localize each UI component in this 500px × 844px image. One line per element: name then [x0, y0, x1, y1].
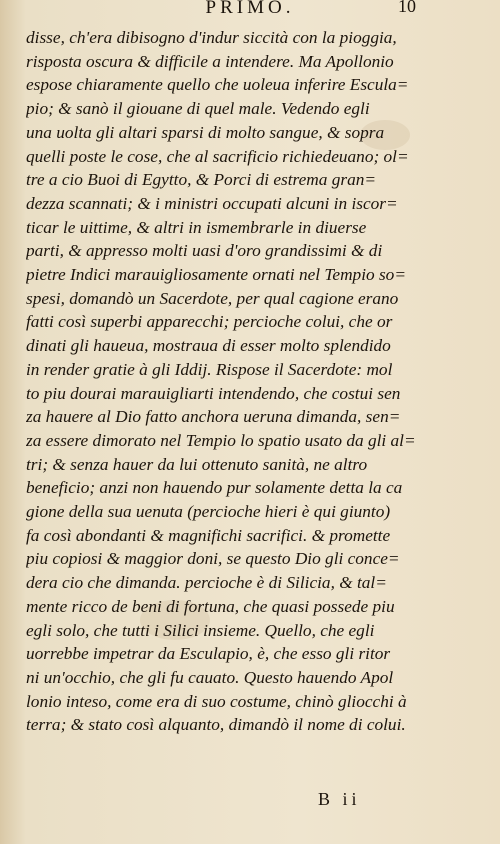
- text-line: tri; & senza hauer da lui ottenuto sanità, ne altro: [26, 454, 368, 474]
- text-line: disse, ch'era dibisogno d'indur siccità con la pioggia,: [26, 28, 397, 47]
- text-line: egli solo, che tutti i Silici insieme. Quello, che egli: [26, 620, 375, 640]
- text-line: spesi, domandò un Sacerdote, per qual cagione erano: [26, 288, 399, 308]
- text-line: dera cio che dimanda. percioche è di Silicia, & tal=: [26, 573, 387, 593]
- text-line: dinati gli haueua, mostraua di esser molto splendido: [26, 336, 391, 356]
- text-line: piu copiosi & maggior doni, se questo Dio gli conce=: [26, 549, 400, 569]
- text-line: risposta oscura & difficile a intendere. Ma Apollonio: [26, 51, 394, 71]
- signature-mark: B ii: [318, 789, 361, 809]
- running-header: [0, 0, 500, 22]
- text-line: lonio inteso, come era di suo costume, chinò gliocchi à: [26, 691, 407, 711]
- text-line: ticar le uittime, & altri in ismembrarle in diuerse: [26, 217, 367, 237]
- text-line: dezza scannati; & i ministri occupati alcuni in iscor=: [26, 193, 398, 213]
- text-line: fa così abondanti & magnifichi sacrifici. & promette: [26, 525, 391, 545]
- page-number: 10: [398, 0, 416, 16]
- text-line: za hauere al Dio fatto anchora ueruna dimanda, sen=: [26, 407, 401, 427]
- text-line: pietre Indici marauigliosamente ornati nel Tempio so=: [26, 265, 406, 285]
- running-title: PRIMO.: [205, 0, 295, 18]
- text-line: uorrebbe impetrar da Esculapio, è, che esso gli ritor: [26, 644, 391, 664]
- text-line: ni un'occhio, che gli fu cauato. Questo hauendo Apol: [26, 667, 394, 687]
- text-line: espose chiaramente quello che uoleua inferire Escula=: [26, 75, 409, 95]
- text-line: gione della sua uenuta (percioche hieri è qui giunto): [26, 502, 391, 522]
- text-line: fatti così superbi apparecchi; percioche colui, che or: [26, 312, 393, 332]
- text-line: mente ricco de beni di fortuna, che quasi possede piu: [26, 596, 395, 616]
- text-line: beneficio; anzi non hauendo pur solamente detta la ca: [26, 478, 403, 498]
- text-line: tre a cio Buoi di Egytto, & Porci di estrema gran=: [26, 170, 377, 190]
- text-line: pio; & sanò il giouane di quel male. Vedendo egli: [26, 99, 370, 119]
- text-line: terra; & stato così alquanto, dimandò il nome di colui.: [26, 715, 406, 735]
- text-line: za essere dimorato nel Tempio lo spatio usato da gli al=: [26, 430, 416, 450]
- text-line: to piu dourai marauigliarti intendendo, che costui sen: [26, 383, 401, 403]
- text-line: in render gratie à gli Iddij. Rispose il Sacerdote: mol: [26, 359, 393, 379]
- text-line: parti, & appresso molti uasi d'oro grandissimi & di: [26, 241, 383, 261]
- text-line: una uolta gli altari sparsi di molto sangue, & sopra: [26, 122, 385, 142]
- text-line: quelli poste le cose, che al sacrificio richiedeuano; ol=: [26, 146, 409, 166]
- body-text: [26, 26, 466, 737]
